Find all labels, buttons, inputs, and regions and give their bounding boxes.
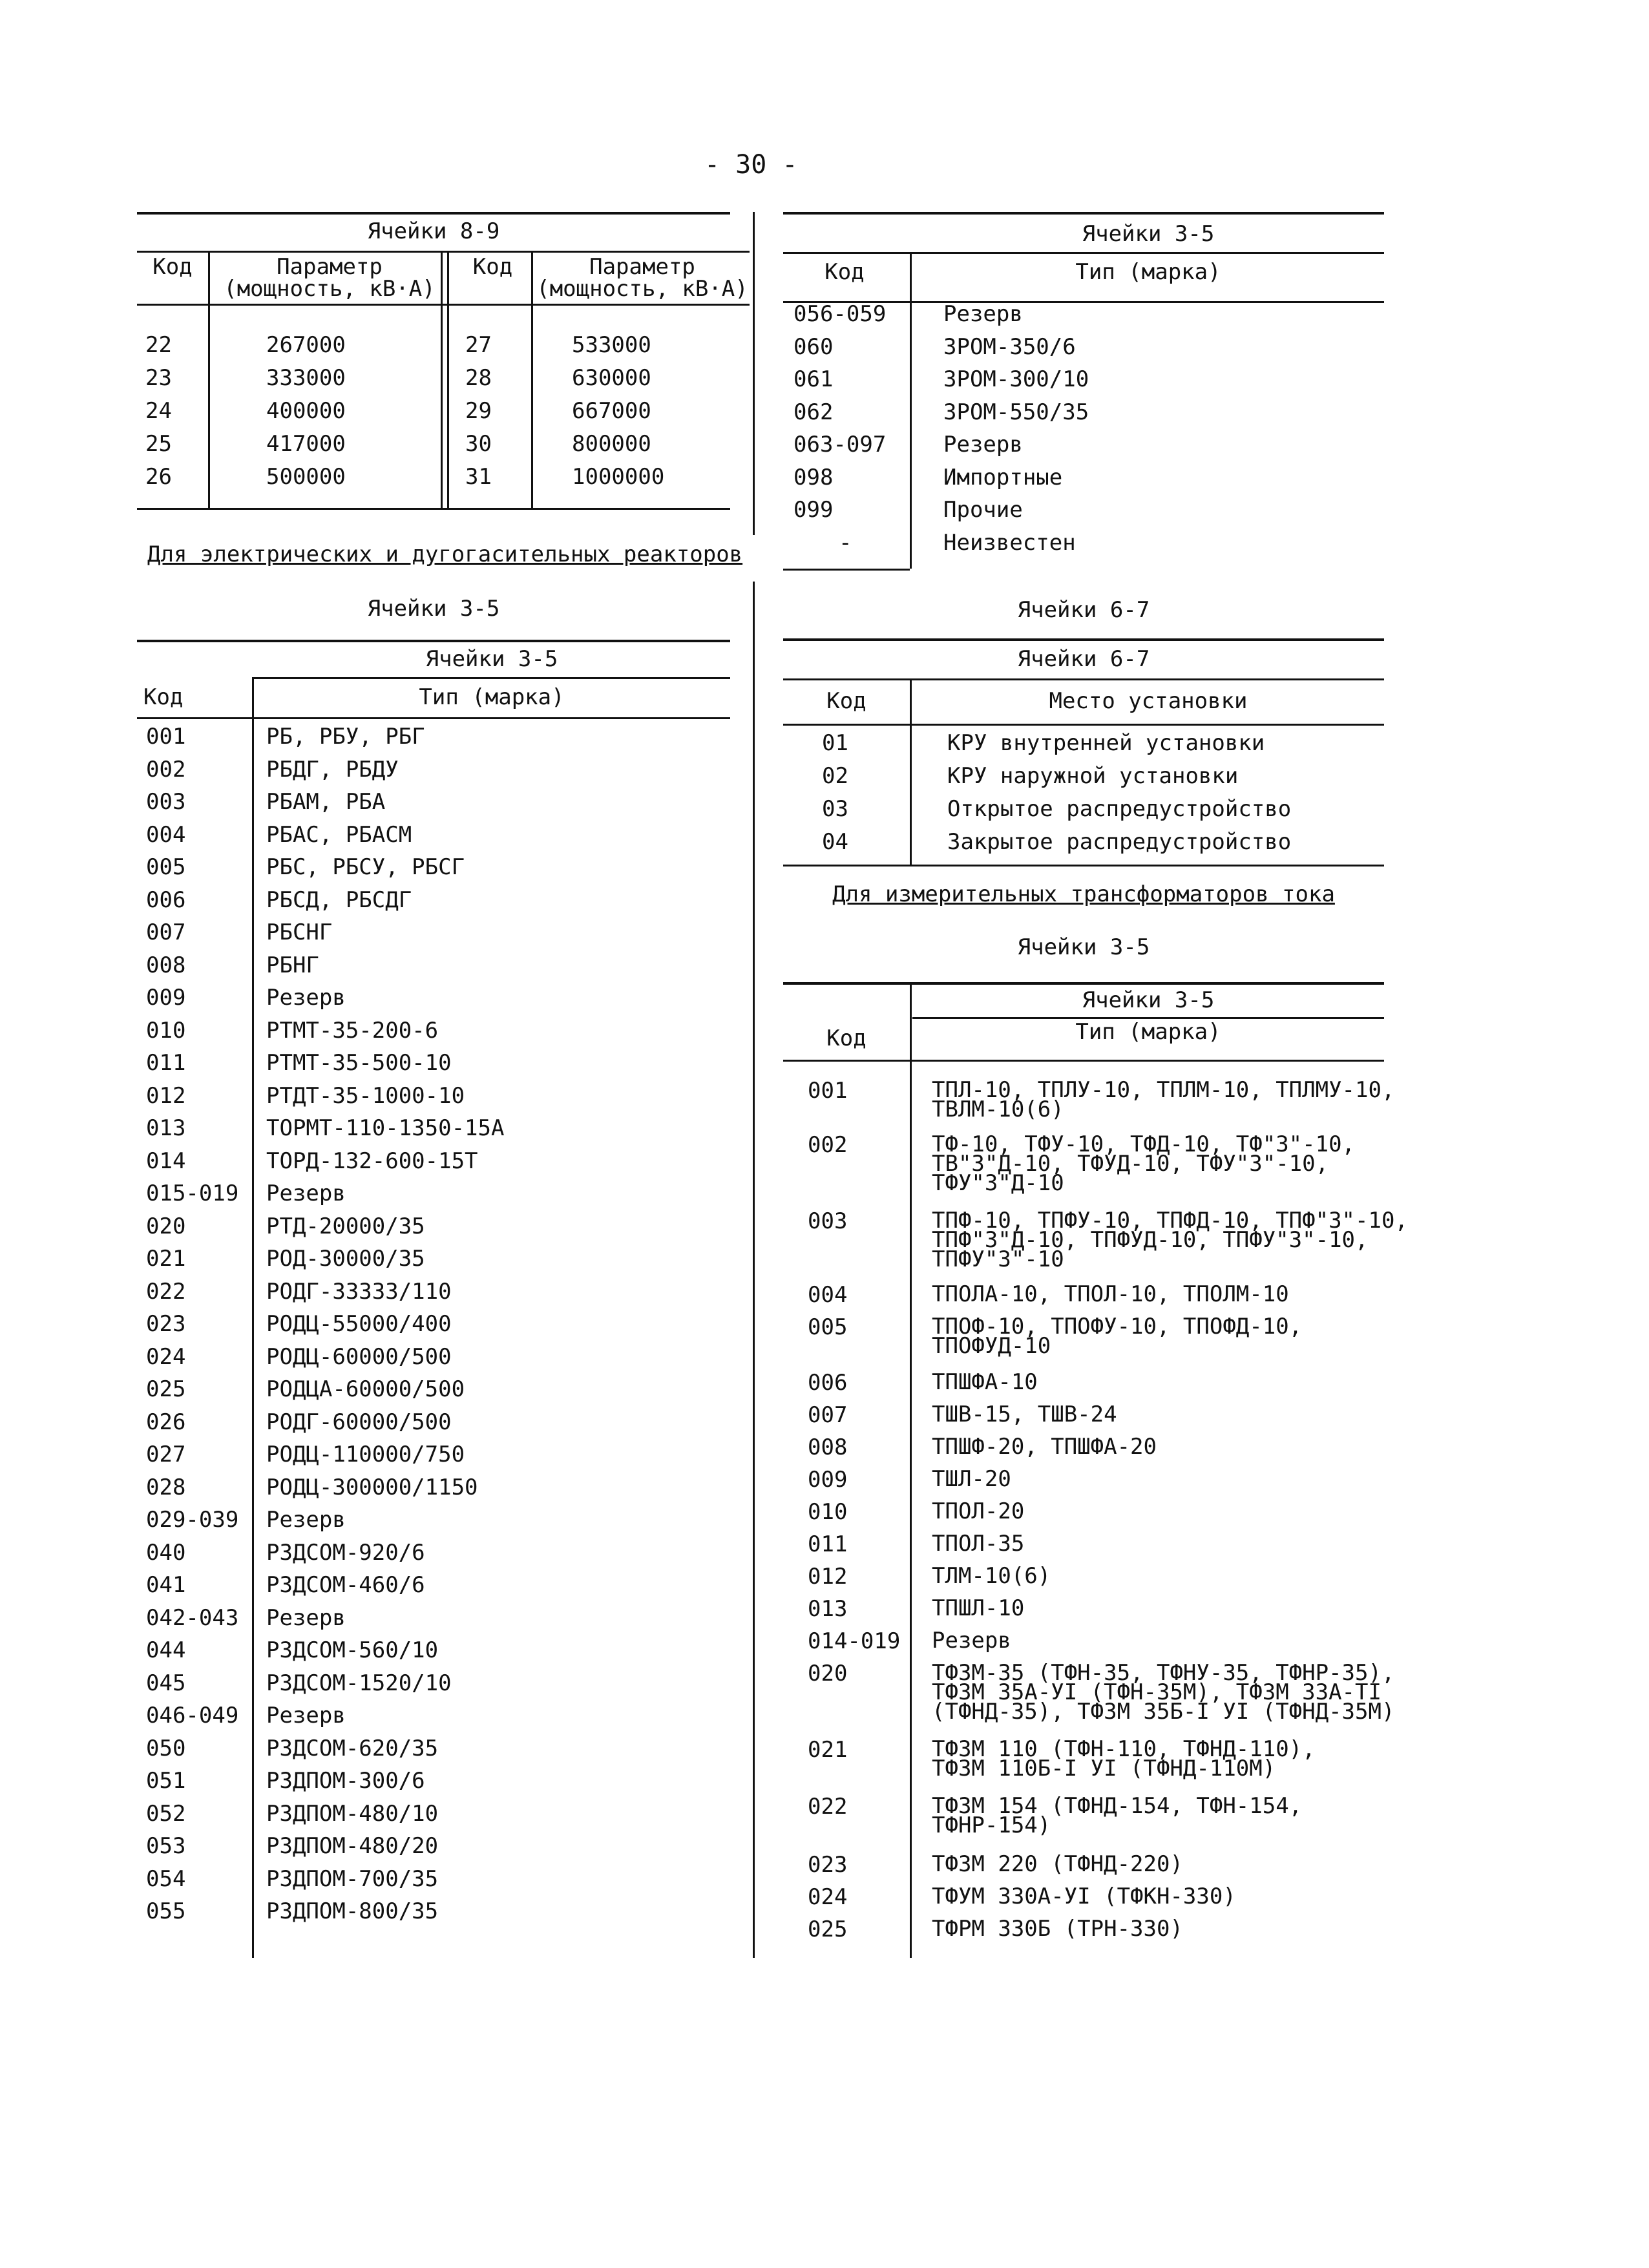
table-cell: ТШЛ-20 <box>932 1466 1011 1492</box>
table-cell: 1000000 <box>572 464 665 490</box>
table-cell: 029-039 <box>146 1507 239 1533</box>
table-cell: 024 <box>808 1884 848 1910</box>
table-cell: ТПЛ-10, ТПЛУ-10, ТПЛМ-10, ТПЛМУ-10, ТВЛМ-10(6) <box>932 1077 1395 1122</box>
table-cell: 027 <box>146 1442 186 1467</box>
table-cell: 010 <box>808 1499 848 1525</box>
column-header: Код <box>826 1025 867 1051</box>
table-cell: 26 <box>145 464 172 490</box>
table-cell: ТПШЛ-10 <box>932 1595 1025 1621</box>
table-cell: 23 <box>145 365 172 391</box>
table-caption: Ячейки 6-7 <box>1017 646 1150 672</box>
column-header: Параметр (мощность, кВ·А) <box>536 254 748 302</box>
table-cell: 098 <box>793 464 834 490</box>
table-cell: 046-049 <box>146 1703 239 1728</box>
table-cell: 800000 <box>572 431 651 457</box>
table-cell: 009 <box>808 1467 848 1493</box>
table-cell: 060 <box>793 333 834 360</box>
table-cell: 023 <box>146 1311 186 1337</box>
table-cell: ЗРОМ-550/35 <box>943 399 1089 425</box>
table-cell: 040 <box>146 1539 186 1566</box>
table-cell: 25 <box>145 431 172 457</box>
table-cell: РОДЦ-300000/1150 <box>266 1474 478 1500</box>
table-cell: 025 <box>146 1376 186 1402</box>
table-cell: ТПШФ-20, ТПШФА-20 <box>932 1434 1157 1460</box>
table-cell: Прочие <box>943 497 1023 523</box>
table-caption: Ячейки 8-9 <box>367 218 500 244</box>
table-cell: ЗРОМ-300/10 <box>943 366 1089 392</box>
table-cell: - <box>839 529 852 556</box>
table-cell: 063-097 <box>793 432 887 457</box>
column-header: Параметр (мощность, кВ·А) <box>224 254 436 302</box>
table-cell: РТД-20000/35 <box>266 1213 425 1239</box>
table-cell: 29 <box>465 398 492 424</box>
table-cell: 008 <box>146 952 186 978</box>
table-cell: 013 <box>146 1115 186 1141</box>
table-cell: Резерв <box>266 1181 346 1206</box>
table-cell: 005 <box>146 854 186 880</box>
table-cell: РЗДПОМ-480/10 <box>266 1800 439 1827</box>
column-header: Код <box>152 254 193 280</box>
table-cell: 045 <box>146 1670 186 1696</box>
table-cell: ТФУМ 330А-УI (ТФКН-330) <box>932 1884 1236 1909</box>
column-header: Тип (марка) <box>1075 1019 1221 1045</box>
table-cell: 22 <box>145 332 172 358</box>
table-cell: 013 <box>808 1596 848 1622</box>
table-cell: 003 <box>808 1208 848 1234</box>
table-cell: 001 <box>808 1078 848 1104</box>
table-cell: ТФЗМ 110 (ТФН-110, ТФНД-110), ТФЗМ 110Б-I УI (ТФНД-110М) <box>932 1736 1316 1781</box>
table-cell: 041 <box>146 1572 186 1598</box>
table-cell: 052 <box>146 1800 186 1827</box>
group-caption: Ячейки 6-7 <box>1017 597 1150 623</box>
table-cell: 533000 <box>572 332 651 358</box>
group-caption: Ячейки 3-5 <box>1017 934 1150 960</box>
table-cell: РЗДСОМ-1520/10 <box>266 1670 452 1696</box>
table-cell: РЗДСОМ-920/6 <box>266 1539 425 1566</box>
table-cell: ТФЗМ 220 (ТФНД-220) <box>932 1851 1183 1877</box>
table-cell: 061 <box>793 366 834 392</box>
table-cell: Закрытое распредустройство <box>947 829 1292 855</box>
table-cell: РТМТ-35-500-10 <box>266 1050 452 1076</box>
table-cell: 24 <box>145 398 172 424</box>
table-cell: 002 <box>146 756 186 782</box>
table-cell: ТФ-10, ТФУ-10, ТФД-10, ТФ"3"-10, ТВ"3"Д-10, ТФУД-10, ТФУ"3"-10, ТФУ"3"Д-10 <box>932 1131 1356 1196</box>
table-cell: 024 <box>146 1343 186 1370</box>
table-cell: 010 <box>146 1017 186 1044</box>
table-cell: РТМТ-35-200-6 <box>266 1017 439 1044</box>
group-caption: Ячейки 3-5 <box>367 596 500 622</box>
column-header: Код <box>472 254 513 280</box>
table-cell: Резерв <box>266 1507 346 1533</box>
table-cell: РТДТ-35-1000-10 <box>266 1082 465 1109</box>
table-cell: РЗДСОМ-560/10 <box>266 1637 439 1663</box>
table-cell: 022 <box>808 1794 848 1820</box>
table-cell: РБАС, РБАСМ <box>266 821 412 848</box>
table-cell: 012 <box>808 1564 848 1590</box>
table-cell: 008 <box>808 1434 848 1460</box>
column-header: Код <box>143 684 184 710</box>
table-cell: 054 <box>146 1865 186 1892</box>
table-cell: РОДЦ-60000/500 <box>266 1343 452 1370</box>
table-cell: 012 <box>146 1082 186 1109</box>
table-cell: 27 <box>465 332 492 358</box>
table-cell: ТФЗМ-35 (ТФН-35, ТФНУ-35, ТФНР-35), ТФЗМ 35А-УI (ТФН-35М), ТФЗМ 33А-ТI (ТФНД-35), ТФЗМ 35Б-I УI (ТФНД-35М) <box>932 1660 1395 1725</box>
table-cell: 004 <box>146 821 186 848</box>
table-cell: 009 <box>146 985 186 1011</box>
table-cell: 007 <box>146 919 186 945</box>
table-cell: 630000 <box>572 365 651 391</box>
table-cell: 020 <box>146 1213 186 1239</box>
table-cell: 020 <box>808 1661 848 1686</box>
section-title-current-transformers: Для измерительных трансформаторов тока <box>832 881 1335 907</box>
table-cell: Резерв <box>266 1604 346 1631</box>
table-caption: Ячейки 3-5 <box>1082 987 1215 1013</box>
table-cell: Неизвестен <box>943 529 1076 556</box>
table-cell: 02 <box>822 763 848 789</box>
table-cell: 026 <box>146 1409 186 1435</box>
section-title-reactors: Для электрических и дугогасительных реакторов <box>147 541 743 567</box>
table-cell: ТФЗМ 154 (ТФНД-154, ТФН-154, ТФНР-154) <box>932 1793 1303 1838</box>
table-cell: 062 <box>793 399 834 425</box>
table-cell: 028 <box>146 1474 186 1500</box>
table-cell: РЗДПОМ-300/6 <box>266 1768 425 1794</box>
table-cell: 03 <box>822 796 848 822</box>
table-cell: ТПОЛ-20 <box>932 1498 1025 1524</box>
table-cell: 04 <box>822 829 848 855</box>
table-cell: РБАМ, РБА <box>266 789 386 815</box>
table-cell: Резерв <box>266 1703 346 1728</box>
table-cell: РБНГ <box>266 952 319 978</box>
table-cell: 28 <box>465 365 492 391</box>
table-cell: 01 <box>822 730 848 756</box>
table-cell: 050 <box>146 1735 186 1761</box>
table-cell: 31 <box>465 464 492 490</box>
table-cell: РБДГ, РБДУ <box>266 756 399 782</box>
table-cell: РБСНГ <box>266 919 333 945</box>
table-cell: 099 <box>793 497 834 523</box>
table-cell: 023 <box>808 1852 848 1878</box>
table-cell: 011 <box>808 1531 848 1557</box>
table-caption: Ячейки 3-5 <box>1082 221 1215 247</box>
table-cell: ЗРОМ-350/6 <box>943 333 1076 360</box>
table-cell: РЗДПОМ-480/20 <box>266 1833 439 1859</box>
table-cell: РОДГ-60000/500 <box>266 1409 452 1435</box>
column-header: Тип (марка) <box>419 684 565 710</box>
table-cell: 022 <box>146 1278 186 1305</box>
table-cell: 014-019 <box>808 1628 901 1654</box>
table-cell: РБСД, РБСДГ <box>266 887 412 913</box>
table-cell: 044 <box>146 1637 186 1663</box>
table-cell: 007 <box>808 1402 848 1428</box>
table-cell: Импортные <box>943 464 1063 490</box>
table-cell: 025 <box>808 1916 848 1942</box>
page-number: - 30 - <box>704 150 798 180</box>
table-cell: РЗДСОМ-460/6 <box>266 1572 425 1598</box>
column-header: Код <box>824 259 865 285</box>
table-cell: РОДЦА-60000/500 <box>266 1376 465 1402</box>
table-cell: КРУ наружной установки <box>947 763 1239 789</box>
table-cell: ТПОФ-10, ТПОФУ-10, ТПОФД-10, ТПОФУД-10 <box>932 1314 1303 1359</box>
table-cell: 003 <box>146 789 186 815</box>
table-cell: 005 <box>808 1314 848 1340</box>
table-caption: Ячейки 3-5 <box>425 646 558 672</box>
table-cell: 30 <box>465 431 492 457</box>
table-cell: 051 <box>146 1768 186 1794</box>
table-cell: 417000 <box>266 431 346 457</box>
table-cell: 006 <box>808 1370 848 1396</box>
table-cell: 056-059 <box>793 301 887 327</box>
table-cell: 001 <box>146 724 186 750</box>
table-cell: ТОРД-132-600-15Т <box>266 1148 478 1174</box>
table-cell: ТОРМТ-110-1350-15А <box>266 1115 505 1141</box>
table-cell: 667000 <box>572 398 651 424</box>
table-cell: РБ, РБУ, РБГ <box>266 724 425 750</box>
table-cell: 021 <box>808 1737 848 1763</box>
table-cell: 004 <box>808 1282 848 1308</box>
table-cell: ТФРМ 330Б (ТРН-330) <box>932 1916 1183 1942</box>
table-cell: РБС, РБСУ, РБСГ <box>266 854 465 880</box>
table-cell: 006 <box>146 887 186 913</box>
table-cell: Резерв <box>266 985 346 1011</box>
table-cell: ТПОЛ-35 <box>932 1531 1025 1557</box>
table-cell: 333000 <box>266 365 346 391</box>
column-header: Тип (марка) <box>1075 259 1221 285</box>
table-cell: РОДГ-33333/110 <box>266 1278 452 1305</box>
table-cell: ТЛМ-10(6) <box>932 1563 1051 1589</box>
table-cell: 267000 <box>266 332 346 358</box>
table-cell: 053 <box>146 1833 186 1859</box>
table-cell: 002 <box>808 1132 848 1158</box>
table-cell: 055 <box>146 1898 186 1924</box>
table-cell: ТПФ-10, ТПФУ-10, ТПФД-10, ТПФ"3"-10, ТПФ"3"Д-10, ТПФУД-10, ТПФУ"3"-10, ТПФУ"3"-10 <box>932 1208 1408 1272</box>
table-cell: ТПШФА-10 <box>932 1369 1038 1395</box>
table-cell: РЗДПОМ-700/35 <box>266 1865 439 1892</box>
table-cell: РОДЦ-110000/750 <box>266 1442 465 1467</box>
table-cell: РОД-30000/35 <box>266 1246 425 1272</box>
table-cell: 021 <box>146 1246 186 1272</box>
table-cell: 014 <box>146 1148 186 1174</box>
table-cell: 015-019 <box>146 1181 239 1206</box>
table-cell: 011 <box>146 1050 186 1076</box>
table-cell: Резерв <box>932 1628 1011 1654</box>
table-cell: 400000 <box>266 398 346 424</box>
table-cell: Резерв <box>943 301 1023 327</box>
table-cell: ТШВ-15, ТШВ-24 <box>932 1402 1117 1427</box>
table-cell: 500000 <box>266 464 346 490</box>
table-cell: РЗДСОМ-620/35 <box>266 1735 439 1761</box>
table-cell: 042-043 <box>146 1604 239 1631</box>
table-cell: ТПОЛА-10, ТПОЛ-10, ТПОЛМ-10 <box>932 1281 1289 1307</box>
table-cell: РЗДПОМ-800/35 <box>266 1898 439 1924</box>
table-cell: Резерв <box>943 432 1023 457</box>
table-cell: Открытое распредустройство <box>947 796 1292 822</box>
column-header: Код <box>826 688 867 714</box>
column-header: Место установки <box>1049 688 1248 714</box>
table-cell: КРУ внутренней установки <box>947 730 1265 756</box>
table-cell: РОДЦ-55000/400 <box>266 1311 452 1337</box>
